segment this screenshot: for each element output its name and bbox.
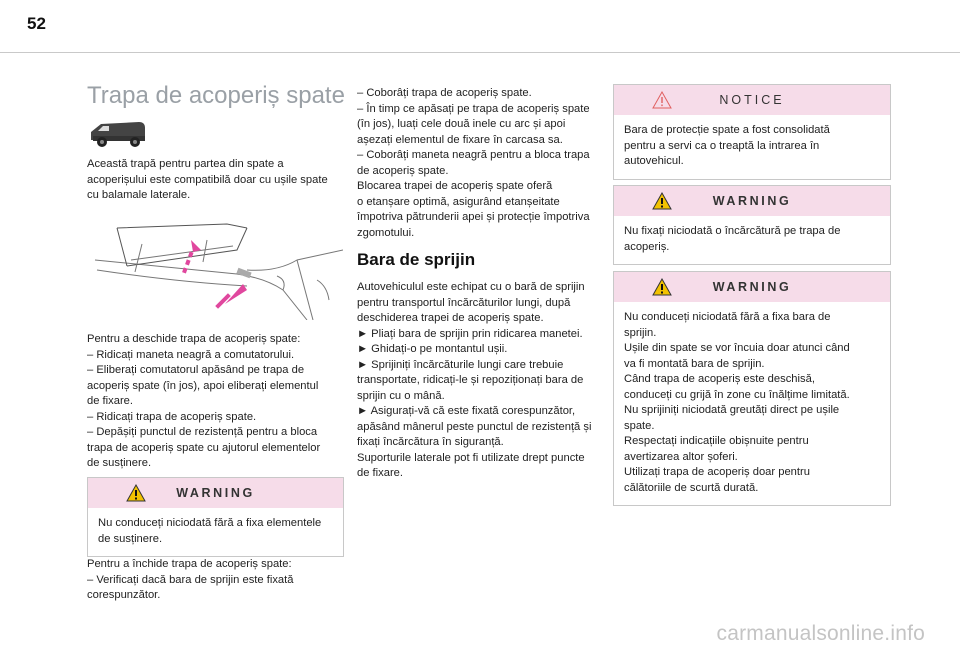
- text-line: Bara de protecție spate a fost consolidată: [624, 124, 830, 136]
- warning-box-roof-load: [613, 185, 891, 265]
- notice-header: [614, 85, 890, 115]
- text-line: – În timp ce apăsați pe trapa de acoperiș spate: [357, 102, 590, 115]
- text-line: avertizarea altor șoferi.: [624, 450, 738, 463]
- text-line: de acoperiș spate.: [357, 164, 449, 177]
- text-line: spate.: [624, 419, 655, 432]
- section-heading-wrap: [357, 252, 613, 268]
- text-line: Blocarea trapei de acoperiș spate oferă: [357, 180, 553, 192]
- text-line: – Verificați dacă bara de sprijin este fixată: [87, 573, 294, 586]
- notice-triangle-icon: [652, 91, 672, 109]
- intro-paragraph: [87, 157, 347, 204]
- text-line: o etanșare optimă, asigurând etanșeitate: [357, 195, 560, 208]
- close-instructions-continued: [357, 86, 613, 241]
- notice-box: [613, 84, 891, 180]
- text-line: Nu sprijiniți niciodată greutăți direct pe ușile: [624, 404, 840, 416]
- text-line: conduceți cu grijă în zone cu înălțime limitată.: [624, 388, 850, 401]
- text-line: Utilizați trapa de acoperiș doar pentru: [624, 466, 810, 478]
- warning-box-support-bar: [613, 271, 891, 506]
- warning-header: [88, 478, 343, 508]
- warning-label: WARNING: [176, 486, 255, 500]
- text-line: – Ridicați maneta neagră a comutatorului.: [87, 348, 295, 361]
- warning-label: WARNING: [712, 194, 792, 208]
- warning-header: [614, 186, 890, 216]
- text-line: Ușile din spate se vor încuia doar atunci când: [624, 342, 850, 354]
- text-line: de fixare.: [87, 395, 134, 407]
- text-line: apăsând mânerul peste punctul de rezistență și: [357, 420, 592, 433]
- warning-triangle-icon: [126, 484, 146, 502]
- text-line: Suporturile laterale pot fi utilizate drept puncte: [357, 451, 585, 464]
- text-line: – Eliberați comutatorul apăsând pe trapa de: [87, 364, 305, 376]
- text-line: călătoriile de scurtă durată.: [624, 481, 759, 494]
- notice-label: NOTICE: [719, 93, 785, 107]
- text-line: – Depășiți punctul de rezistență pentru a bloca: [87, 426, 318, 438]
- text-line: va fi montată bara de sprijin.: [624, 357, 765, 370]
- text-line: zgomotului.: [357, 226, 415, 239]
- text-line: – Coborâți maneta neagră pentru a bloca trapa: [357, 149, 590, 161]
- warning-body: [614, 216, 890, 264]
- text-line: Pentru a închide trapa de acoperiș spate:: [87, 558, 292, 570]
- text-line: sprijin cu o mână.: [357, 389, 445, 402]
- text-line: Nu conduceți niciodată fără a fixa bara de: [624, 311, 831, 323]
- text-line: de susținere.: [98, 532, 163, 545]
- text-line: ► Asigurați-vă că este fixată corespunzător,: [357, 405, 576, 417]
- text-line: acoperiș spate (în jos), apoi eliberați elementul: [87, 379, 319, 392]
- text-line: de fixare.: [357, 467, 404, 479]
- text-line: așezați elementul de fixare în carcasa sa.: [357, 133, 563, 146]
- text-line: Respectați indicațiile obișnuite pentru: [624, 435, 809, 447]
- text-line: transportate, ridicați-le și repoziționați bara de: [357, 374, 584, 386]
- page-title: Trapa de acoperiș spate: [87, 82, 345, 109]
- text-line: acoperiș.: [624, 240, 670, 253]
- text-line: de susținere.: [87, 457, 152, 469]
- roof-hatch-illustration: [87, 220, 343, 320]
- text-line: ► Pliați bara de sprijin prin ridicarea manetei.: [357, 327, 583, 340]
- page-number: 52: [27, 14, 46, 33]
- text-line: deschiderea trapei de acoperiș spate.: [357, 312, 544, 324]
- warning-triangle-icon: [652, 192, 672, 210]
- text-line: – Coborâți trapa de acoperiș spate.: [357, 87, 532, 99]
- text-line: Pentru a deschide trapa de acoperiș spate:: [87, 333, 301, 345]
- warning-box-supports: [87, 477, 344, 557]
- warning-triangle-icon: [652, 278, 672, 296]
- text-line: Nu conduceți niciodată fără a fixa elementele: [98, 517, 322, 529]
- text-line: Autovehiculul este echipat cu o bară de sprijin: [357, 281, 585, 293]
- text-line: pentru a servi ca o treaptă la intrarea în: [624, 139, 820, 152]
- watermark-text: carmanualsonline.info: [716, 622, 925, 645]
- text-line: împotriva pătrunderii apei și protecție împotriva: [357, 211, 590, 223]
- van-icon: [87, 118, 161, 148]
- text-line: Această trapă pentru partea din spate a: [87, 158, 284, 170]
- text-line: Nu fixați niciodată o încărcătură pe trapa de: [624, 225, 841, 237]
- text-line: – Ridicați trapa de acoperiș spate.: [87, 410, 257, 423]
- text-line: Când trapa de acoperiș este deschisă,: [624, 373, 815, 385]
- warning-header: [614, 272, 890, 302]
- open-instructions: [87, 332, 347, 472]
- notice-body: [614, 115, 890, 179]
- text-line: trapa de acoperiș spate cu ajutorul elementelor: [87, 441, 321, 454]
- text-line: ► Sprijiniți încărcăturile lungi care trebuie: [357, 358, 564, 371]
- warning-body: [88, 508, 343, 556]
- warning-body: [614, 302, 890, 505]
- text-line: sprijin.: [624, 326, 657, 339]
- support-bar-instructions: [357, 280, 613, 482]
- text-line: (în jos), luați cele două inele cu arc și apoi: [357, 118, 566, 130]
- text-line: corespunzător.: [87, 589, 161, 601]
- text-line: acoperișului este compatibilă doar cu ușile spate: [87, 173, 328, 186]
- text-line: pentru transportul încărcăturilor lungi, după: [357, 296, 571, 309]
- text-line: fixați încărcătura în siguranță.: [357, 436, 504, 448]
- text-line: cu balamale laterale.: [87, 189, 191, 201]
- header-rule: [0, 52, 960, 53]
- close-instructions: [87, 557, 347, 604]
- warning-label: WARNING: [712, 280, 792, 294]
- section-heading: Bara de sprijin: [357, 250, 476, 269]
- text-line: ► Ghidați-o pe montantul ușii.: [357, 343, 508, 355]
- text-line: autovehicul.: [624, 155, 684, 167]
